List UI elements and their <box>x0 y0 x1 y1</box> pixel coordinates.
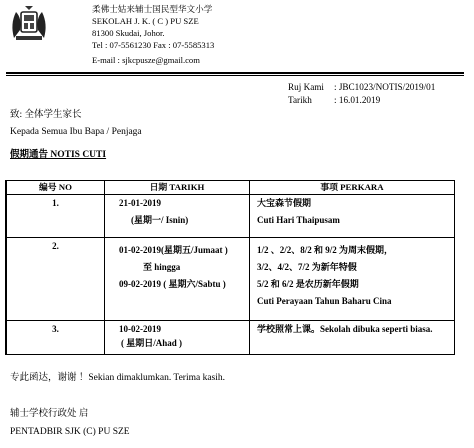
row-date-line: 09-02-2019 ( 星期六/Sabtu ) <box>119 279 226 289</box>
row-date-line: ( 星期日/Ahad ) <box>121 338 183 348</box>
row-date-line: (星期一/ Isnin) <box>131 215 189 225</box>
row-perkara-line: Cuti Perayaan Tahun Baharu Cina <box>257 296 392 306</box>
closing-text: 专此函达，谢谢 ！Sekian dimaklumkan. Terima kasih. <box>10 373 225 383</box>
table-row <box>6 238 455 321</box>
school-address: 81300 Skudai, Johor. <box>92 28 165 38</box>
salutation-chinese: 致: 全体学生家长 <box>10 110 82 120</box>
row-perkara-line: 1/2 、2/2、8/2 和 9/2 为周末假期， <box>257 245 394 255</box>
tarikh-label: Tarikh <box>288 95 312 105</box>
school-crest-icon <box>6 4 52 44</box>
col-header-date: 日期 TARIKH <box>105 181 250 195</box>
tarikh-value: : 16.01.2019 <box>334 95 381 105</box>
row-date-line: 21-01-2019 <box>119 198 161 208</box>
row-number: 1. <box>52 198 59 208</box>
row-date-line: 10-02-2019 <box>119 324 161 334</box>
table-header-row <box>6 181 455 195</box>
row-perkara-line: 5/2 和 6/2 是农历新年假期 <box>257 279 359 289</box>
col-header-perkara: 事项 PERKARA <box>250 181 455 195</box>
holiday-table <box>5 180 455 355</box>
table-row <box>6 195 455 238</box>
row-perkara-line: Cuti Hari Thaipusam <box>257 215 340 225</box>
row-number: 3. <box>52 324 59 334</box>
signoff-chinese: 辅士学校行政处 启 <box>10 409 89 419</box>
school-name-chinese: 柔佛士姑来辅士国民型华文小学 <box>92 4 213 14</box>
school-email: E-mail : sjkcpusze@gmail.com <box>92 55 200 65</box>
table-row <box>6 321 455 355</box>
row-date-line: 至 hingga <box>143 262 181 272</box>
school-name-malay: SEKOLAH J. K. ( C ) PU SZE <box>92 16 199 26</box>
ruj-value: : JBC1023/NOTIS/2019/01 <box>334 82 436 92</box>
signoff-malay: PENTADBIR SJK (C) PU SZE <box>10 427 130 437</box>
row-date-line: 01-02-2019(星期五/Jumaat ) <box>119 245 228 255</box>
school-tel-fax: Tel : 07-5561230 Fax : 07-5585313 <box>92 40 215 50</box>
row-perkara-line: 3/2、4/2、7/2 为新年特假 <box>257 262 357 272</box>
notice-title: 假期通告 NOTIS CUTI <box>10 150 107 160</box>
letterhead-divider-thin <box>6 75 464 76</box>
row-perkara-line: 大宝森节假期 <box>257 198 312 208</box>
row-number: 2. <box>52 241 59 251</box>
salutation-malay: Kepada Semua Ibu Bapa / Penjaga <box>10 127 142 137</box>
letterhead-divider <box>6 72 464 74</box>
col-header-no: 编号 NO <box>6 181 105 195</box>
row-perkara-line: 学校照常上课。Sekolah dibuka seperti biasa. <box>257 324 433 334</box>
ruj-label: Ruj Kami <box>288 82 324 92</box>
